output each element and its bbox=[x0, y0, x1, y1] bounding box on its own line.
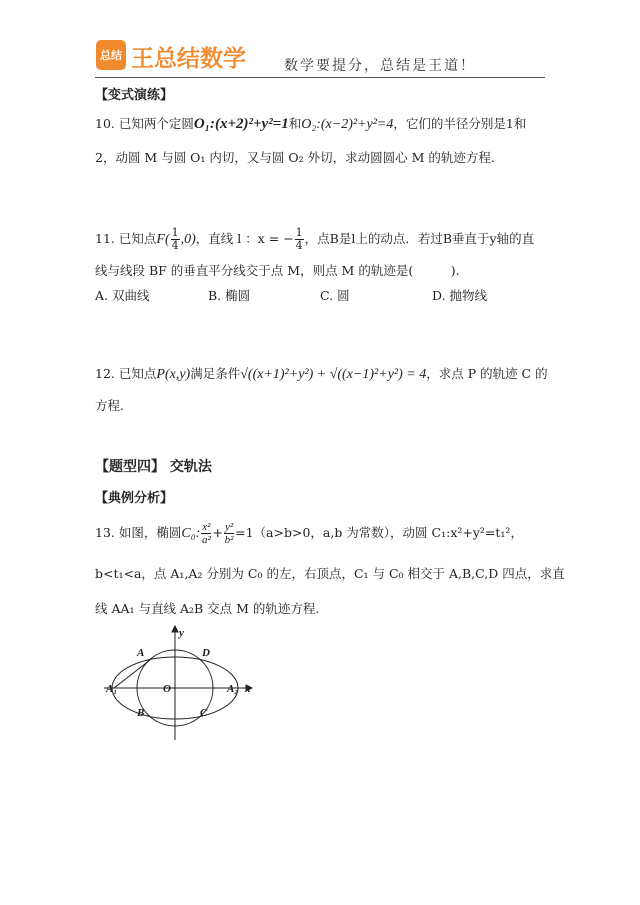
variant-title: 【变式演练】 bbox=[95, 88, 174, 103]
q11-option-d: D. 抛物线 bbox=[432, 288, 488, 303]
q10-eq2: O₂:(x−2)²+y²=4 bbox=[301, 117, 394, 132]
q13-C0: C₀: bbox=[181, 526, 201, 541]
q11-text: 已知点 bbox=[118, 231, 157, 246]
label-O: O bbox=[163, 683, 171, 695]
numerator: 1 bbox=[171, 226, 179, 239]
q13-text: 如图，椭圆 bbox=[118, 525, 182, 540]
y-axis-arrow bbox=[172, 626, 178, 632]
label-A1: A₁ bbox=[106, 683, 118, 695]
q10-text: 已知两个定圆 bbox=[118, 116, 194, 131]
label-y: y bbox=[179, 627, 184, 639]
denominator: b² bbox=[224, 534, 234, 546]
q10-and: 和 bbox=[288, 116, 302, 131]
q13-eq1: =1（a>b>0，a,b 为常数），动圆 C₁:x²+y²=t₁²， bbox=[235, 525, 523, 540]
q10-post: ，它们的半径分别是1和 bbox=[393, 116, 527, 131]
example-title: 【典例分析】 bbox=[95, 491, 174, 506]
label-x: x bbox=[245, 683, 251, 695]
logo-text: 王总结数学 bbox=[131, 46, 246, 72]
q13-line3: 线 AA₁ 与直线 A₂B 交点 M 的轨迹方程. bbox=[95, 601, 320, 616]
denominator: 4 bbox=[295, 239, 303, 252]
q12-eq: √((x+1)²+y²) + √((x−1)²+y²) = 4 bbox=[240, 367, 427, 382]
q11-fpost: ,0) bbox=[180, 232, 196, 247]
label-A: A bbox=[137, 647, 145, 659]
q11-option-a: A. 双曲线 bbox=[95, 288, 150, 303]
logo-mark: 总结 bbox=[96, 40, 126, 70]
label-A2: A₂ bbox=[227, 683, 239, 695]
q13-number: 13. bbox=[95, 525, 115, 540]
label-B: B bbox=[137, 707, 145, 719]
q12-line2: 方程. bbox=[95, 398, 124, 413]
q12-P: P(x,y) bbox=[156, 367, 191, 382]
q11-mid: ，直线 l ：x = − bbox=[195, 231, 294, 246]
denominator: 4 bbox=[171, 239, 179, 252]
q10-eq1: O₁:(x+2)²+y²=1 bbox=[193, 116, 289, 132]
q11-line2: 线与线段 BF 的垂直平分线交于点 M，则点 M 的轨迹是( ). bbox=[95, 263, 460, 278]
numerator: 1 bbox=[295, 226, 303, 239]
q12-number: 12. bbox=[95, 366, 115, 381]
q11-F: F( bbox=[156, 232, 170, 247]
numerator: y² bbox=[224, 521, 234, 533]
q10-number: 10. bbox=[95, 116, 115, 131]
denominator: a² bbox=[201, 534, 211, 546]
plus: + bbox=[212, 525, 223, 540]
type4-title: 【题型四】 交轨法 bbox=[95, 459, 212, 475]
q10-line2: 2，动圆 M 与圆 O₁ 内切，又与圆 O₂ 外切，求动圆圆心 M 的轨迹方程. bbox=[95, 150, 495, 165]
label-C: C bbox=[200, 707, 208, 719]
q11-post: ，点B是l上的动点．若过B垂直于y轴的直 bbox=[304, 231, 535, 246]
line-aa1 bbox=[114, 660, 150, 688]
q11-number: 11. bbox=[95, 231, 115, 246]
q11-option-c: C. 圆 bbox=[320, 288, 350, 303]
numerator: x² bbox=[202, 521, 211, 533]
q12-mid: 满足条件 bbox=[190, 366, 241, 381]
q11-option-b: B. 椭圆 bbox=[208, 288, 251, 303]
q13-line2: b<t₁<a，点 A₁,A₂ 分别为 C₀ 的左，右顶点，C₁ 与 C₀ 相交于 A,B,C,D 四点，求直 bbox=[95, 566, 565, 581]
label-D: D bbox=[202, 647, 210, 659]
q12-post: ，求点 P 的轨迹 C 的 bbox=[426, 366, 548, 381]
q12-text: 已知点 bbox=[118, 366, 157, 381]
slogan: 数学要提分，总结是王道！ bbox=[284, 58, 476, 74]
